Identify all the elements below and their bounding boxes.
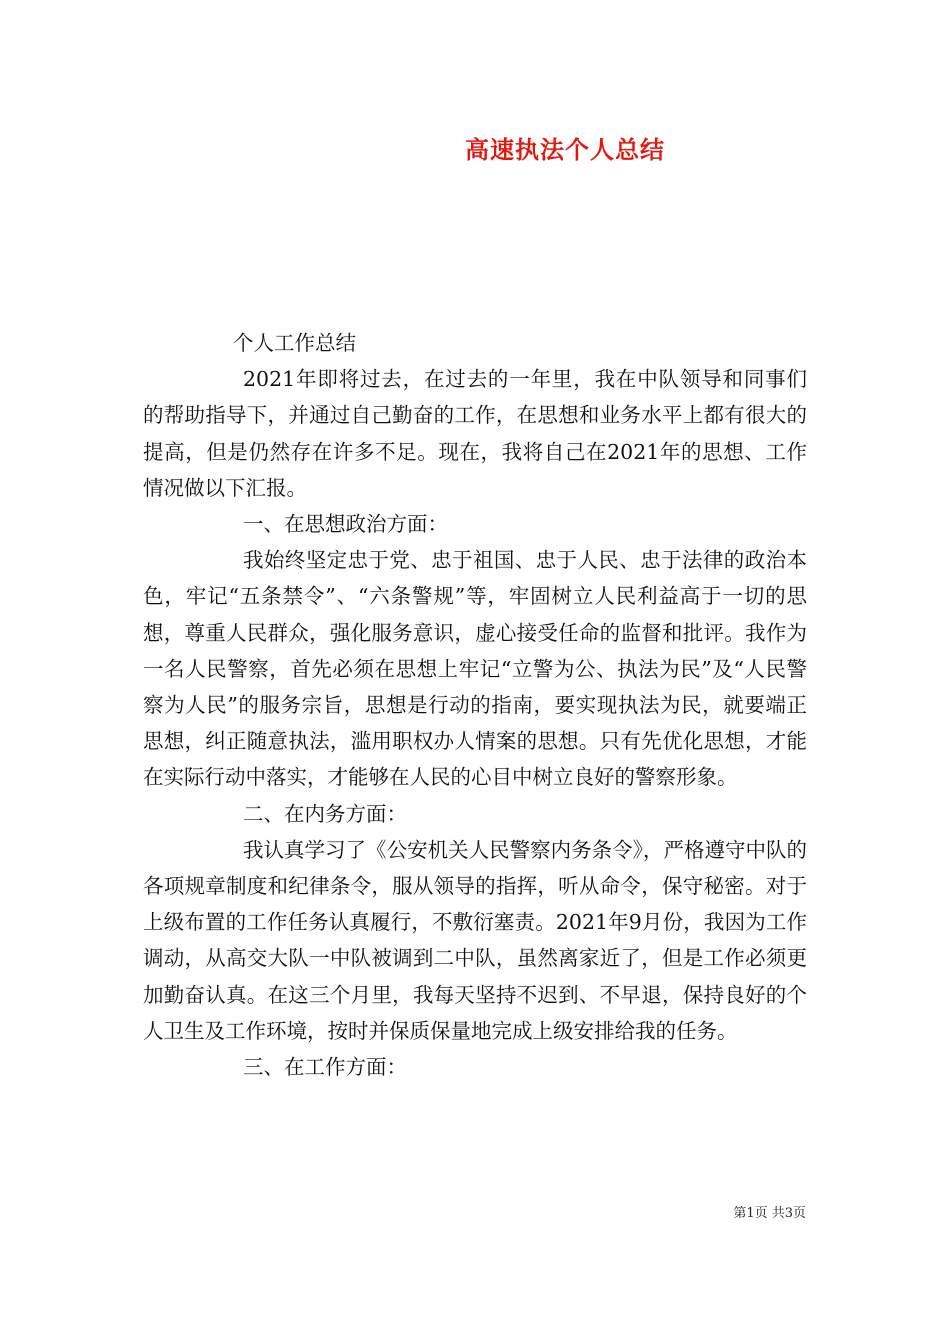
section-heading-work: 三、在工作方面： [243, 1055, 407, 1080]
document-subheading: 个人工作总结 [233, 331, 356, 355]
paragraph-ideology: 我始终坚定忠于党、忠于祖国、忠于人民、忠于法律的政治本色，牢记“五条禁令”、“六条警规”等，牢固树立人民利益高于一切的思想，尊重人民群众，强化服务意识，虚心接受任命的监督和批评。我作为一名人民警察，首先必须在思想上牢记“立警为公、执法为民”及“人民警察为人民”的服务宗旨，思想是行动的指南，要实现执法为民，就要端正思想，纠正随意执法，滥用职权办人情案的思想。只有先优化思想，才能在实际行动中落实，才能够在人民的心目中树立良好的警察形象。 [143, 548, 807, 790]
document-body [143, 325, 807, 1085]
page-number: 第1页 共3页 [733, 1206, 806, 1221]
section-heading-internal-affairs: 二、在内务方面： [243, 801, 407, 826]
paragraph-intro: 2021年即将过去，在过去的一年里，我在中队领导和同事们的帮助指导下，并通过自己勤奋的工作，在思想和业务水平上都有很大的提高，但是仍然存在许多不足。现在，我将自己在2021年的思想、工作情况做以下汇报。 [143, 367, 807, 500]
paragraph-internal-affairs: 我认真学习了《公安机关人民警察内务条令》，严格遵守中队的各项规章制度和纪律条令，服从领导的指挥，听从命令，保守秘密。对于上级布置的工作任务认真履行，不敷衍塞责。2021年9月份，我因为工作调动，从高交大队一中队被调到二中队，虽然离家近了，但是工作必须更加勤奋认真。在这三个月里，我每天坚持不迟到、不早退，保持良好的个人卫生及工作环境，按时并保质保量地完成上级安排给我的任务。 [143, 837, 807, 1043]
section-heading-ideology: 一、在思想政治方面： [243, 512, 448, 537]
document-title: 高速执法个人总结 [465, 135, 665, 164]
